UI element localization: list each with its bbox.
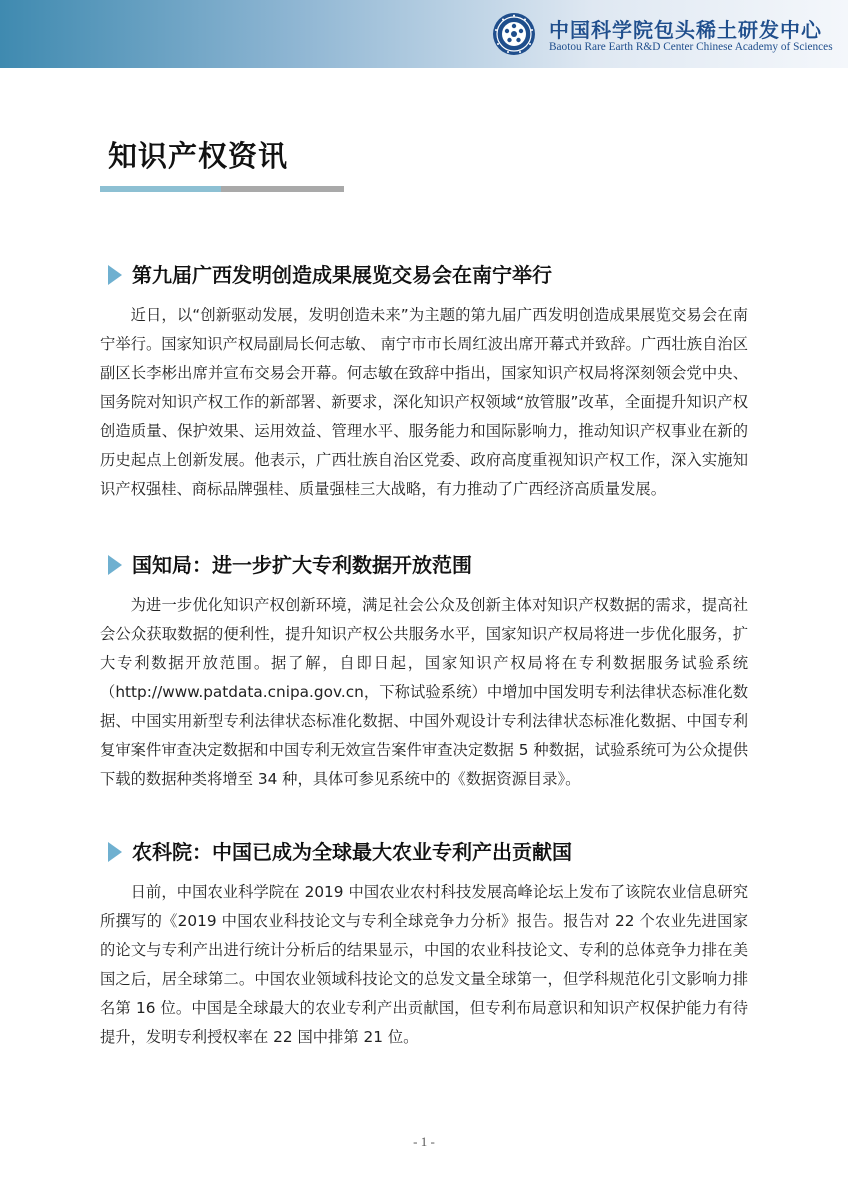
- title-underline-gray: [221, 186, 344, 192]
- section-body: 日前，中国农业科学院在 2019 中国农业农村科技发展高峰论坛上发布了该院农业信息研究所撰写的《2019 中国农业科技论文与专利全球竞争力分析》报告。报告对 22 个农业先进国家的论文与专利产出进行统计分析后的结果显示，中国的农业科技论文、专利的总体竞争力排在美国之后，居全球第二。中国农业领域科技论文的总发文量全球第一，但学科规范化引文影响力排名第 16 位。中国是全球最大的农业专利产出贡献国，但专利布局意识和知识产权保护能力有待提升，发明专利授权率在 22 国中排第 21 位。: [100, 883, 748, 1046]
- cas-emblem-icon: [492, 12, 536, 56]
- page-number: - 1 -: [413, 1134, 435, 1149]
- org-name-chinese: 中国科学院包头稀土研发中心: [549, 18, 822, 42]
- triangle-bullet-icon: [108, 265, 122, 285]
- section-heading: [108, 836, 748, 870]
- triangle-bullet-icon: [108, 842, 122, 862]
- section-heading: [108, 259, 748, 293]
- triangle-bullet-icon: [108, 555, 122, 575]
- section-title: 农科院：中国已成为全球最大农业专利产出贡献国: [132, 840, 572, 864]
- page-title: 知识产权资讯: [108, 139, 289, 173]
- section-heading: [108, 549, 748, 583]
- article-section: [100, 549, 748, 794]
- article-section: [100, 836, 748, 1052]
- title-underline-blue: [100, 186, 221, 192]
- org-name-english: Baotou Rare Earth R&D Center Chinese Academy of Sciences: [549, 41, 833, 53]
- article-section: [100, 259, 748, 504]
- section-body: 近日，以“创新驱动发展，发明创造未来”为主题的第九届广西发明创造成果展览交易会在南宁举行。国家知识产权局副局长何志敏、 南宁市市长周红波出席开幕式并致辞。广西壮族自治区副区长李彬出席并宣布交易会开幕。何志敏在致辞中指出，国家知识产权局将深刻领会党中央、国务院对知识产权工作的新部署、新要求，深化知识产权领域“放管服”改革，全面提升知识产权创造质量、保护效果、运用效益、管理水平、服务能力和国际影响力，推动知识产权事业在新的历史起点上创新发展。他表示，广西壮族自治区党委、政府高度重视知识产权工作，深入实施知识产权强桂、商标品牌强桂、质量强桂三大战略，有力推动了广西经济高质量发展。: [100, 306, 748, 498]
- section-title: 第九届广西发明创造成果展览交易会在南宁举行: [132, 263, 552, 287]
- section-body: 为进一步优化知识产权创新环境，满足社会公众及创新主体对知识产权数据的需求，提高社会公众获取数据的便利性，提升知识产权公共服务水平，国家知识产权局将进一步优化服务，扩大专利数据开放范围。据了解，自即日起，国家知识产权局将在专利数据服务试验系统（http://www.patdata.cnipa.gov.cn，下称试验系统）中增加中国发明专利法律状态标准化数据、中国实用新型专利法律状态标准化数据、中国外观设计专利法律状态标准化数据、中国专利复审案件审查决定数据和中国专利无效宣告案件审查决定数据 5 种数据，试验系统可为公众提供下载的数据种类将增至 34 种，具体可参见系统中的《数据资源目录》。: [100, 596, 748, 788]
- section-title: 国知局：进一步扩大专利数据开放范围: [132, 553, 472, 577]
